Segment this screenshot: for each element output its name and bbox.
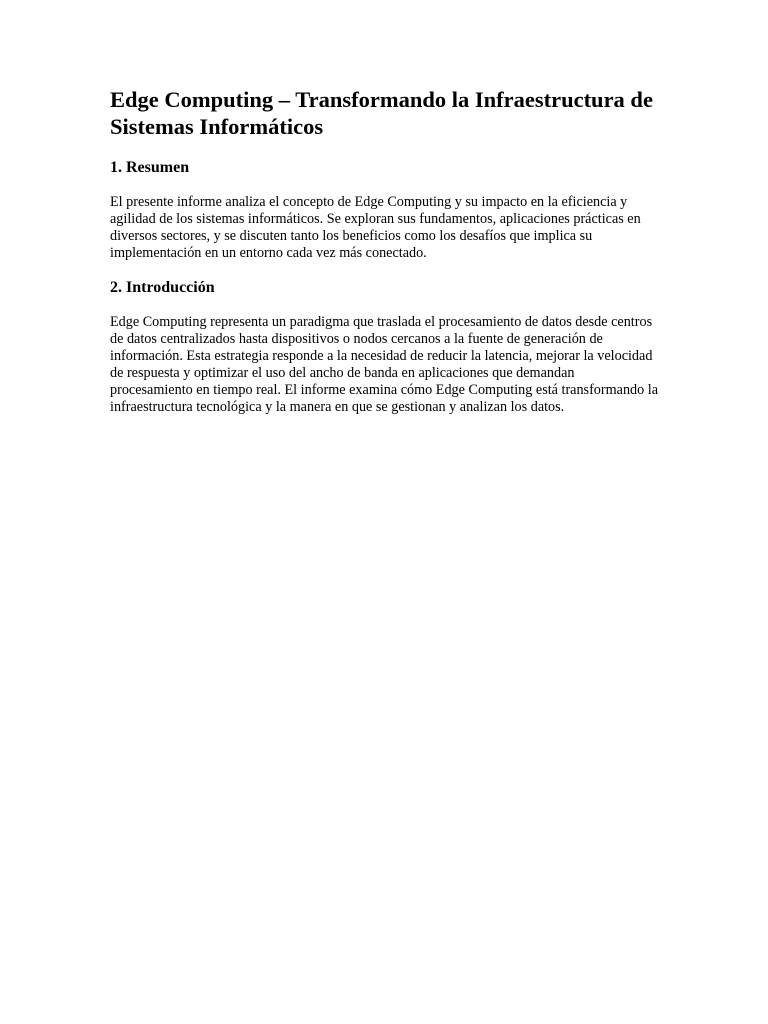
section-introduccion <box>110 278 660 416</box>
section-body-introduccion: Edge Computing representa un paradigma que traslada el procesamiento de datos desde centros de datos centralizados hasta dispositivos o nodos cercanos a la fuente de generación de información. Esta estrategia responde a la necesidad de reducir la latencia, mejorar la velocidad de respuesta y optimizar el uso del ancho de banda en aplicaciones que demandan procesamiento en tiempo real. El informe examina cómo Edge Computing está transformando la infraestructura tecnológica y la manera en que se gestionan y analizan los datos. <box>110 314 659 415</box>
document-title: Edge Computing – Transformando la Infraestructura de Sistemas Informáticos <box>110 87 653 139</box>
section-resumen <box>110 158 660 262</box>
document-page <box>110 86 660 432</box>
section-heading-resumen: 1. Resumen <box>110 159 190 176</box>
section-body-resumen: El presente informe analiza el concepto de Edge Computing y su impacto en la eficiencia y agilidad de los sistemas informáticos. Se exploran sus fundamentos, aplicaciones prácticas en diversos sectores, y se discuten tanto los beneficios como los desafíos que implica su implementación en un entorno cada vez más conectado. <box>110 194 641 261</box>
section-heading-introduccion: 2. Introducción <box>110 279 215 296</box>
